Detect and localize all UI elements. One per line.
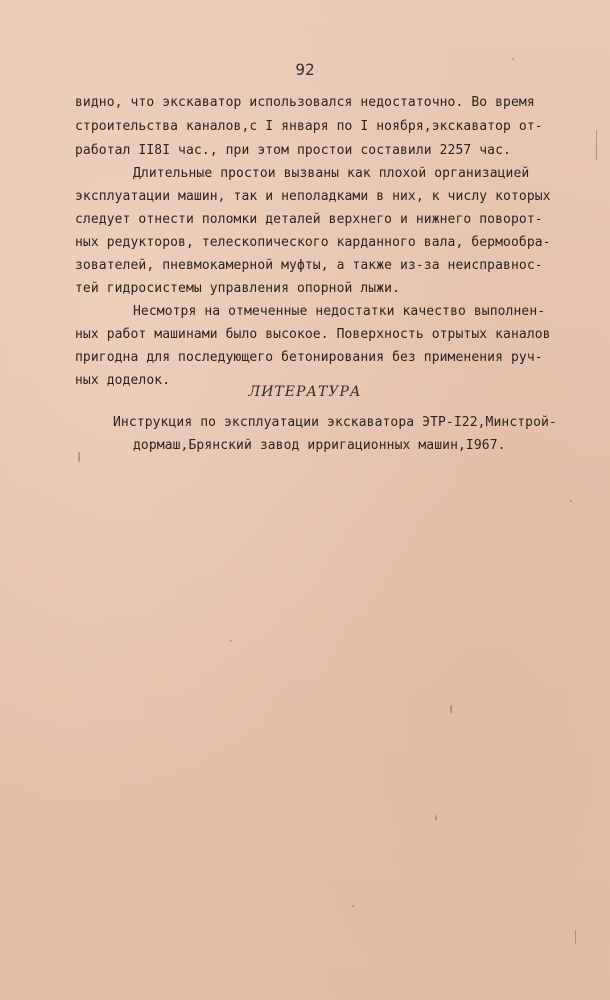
paper-speck xyxy=(450,705,452,713)
body-line: пригодна для последующего бетонирования без применения руч- xyxy=(75,350,543,365)
body-line: эксплуатации машин, так и неполадками в них, к числу которых xyxy=(75,189,551,204)
references-heading: ЛИТЕРАТУРА xyxy=(248,384,362,400)
paper-speck xyxy=(570,500,572,502)
paper-speck xyxy=(78,452,80,462)
body-line: работал II8I час., при этом простои составили 2257 час. xyxy=(75,143,511,158)
reference-line: дормаш,Брянский завод ирригационных машин,I967. xyxy=(133,438,506,453)
body-line: ных доделок. xyxy=(75,373,171,388)
paper-speck xyxy=(435,815,437,821)
paper-speck xyxy=(230,640,232,642)
body-line: ных работ машинами было высокое. Поверхность отрытых каналов xyxy=(75,327,551,342)
page-number: 92 xyxy=(295,60,315,79)
body-line: следует отнести поломки деталей верхнего и нижнего поворот- xyxy=(75,212,543,227)
body-line: ных редукторов, телескопического карданного вала, бермообра- xyxy=(75,235,551,250)
body-line: зователей, пневмокамерной муфты, а также из-за неисправнос- xyxy=(75,258,543,273)
paper-speck xyxy=(352,905,354,907)
body-line: Несмотря на отмеченные недостатки качество выполнен- xyxy=(133,304,546,319)
paper-hair xyxy=(575,930,576,944)
body-line: строительства каналов,с I января по I ноября,экскаватор от- xyxy=(75,119,543,134)
body-line: видно, что экскаватор использовался недостаточно. Во время xyxy=(75,95,535,110)
body-line: тей гидросистемы управления опорной лыжи. xyxy=(75,281,400,296)
reference-line: Инструкция по эксплуатации экскаватора ЭТР-I22,Минстрой- xyxy=(113,415,557,430)
body-line: Длительные простои вызваны как плохой организацией xyxy=(133,166,530,181)
paper-speck xyxy=(512,58,514,60)
paper-hair xyxy=(596,130,597,160)
